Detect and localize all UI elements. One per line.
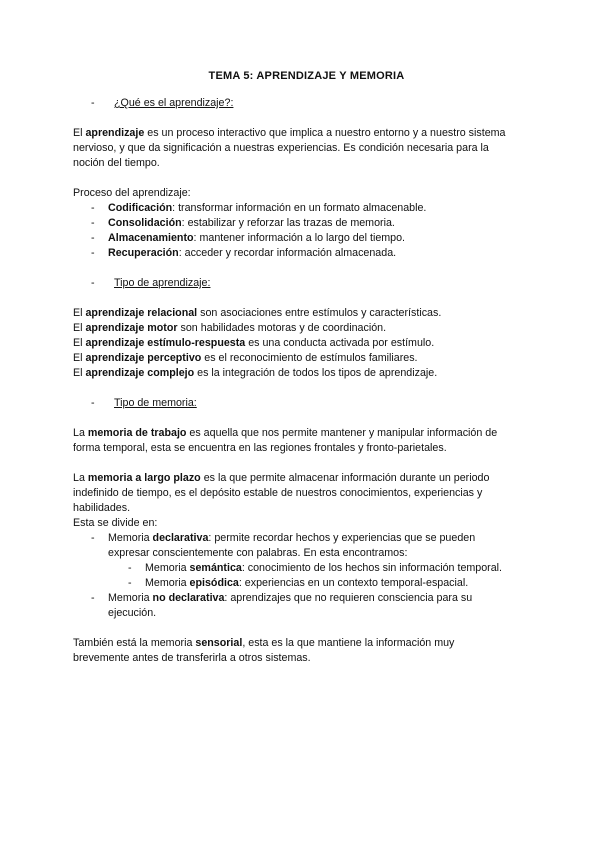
- long-term-memory-paragraph: La memoria a largo plazo es la que permite almacenar información durante un periodo indefinido de tiempo, es el depósito estable de nuestros conocimientos, experiencias y habilidades.: [73, 472, 490, 514]
- process-label: Proceso del aprendizaje:: [73, 187, 191, 199]
- term-aprendizaje: aprendizaje: [85, 127, 145, 139]
- sensory-memory-paragraph: También está la memoria sensorial, esta es la que mantiene la información muy brevemente antes de transferirla a otros sistemas.: [73, 637, 455, 664]
- list-item: - Codificación: transformar información en un formato almacenable.: [91, 202, 427, 214]
- section-heading-aprendizaje: [73, 96, 540, 111]
- divide-label: Esta se divide en:: [73, 517, 158, 529]
- dash-marker: -: [91, 277, 95, 289]
- list-item: El aprendizaje perceptivo es el reconocimiento de estímulos familiares.: [73, 352, 418, 364]
- process-list: [73, 201, 540, 261]
- list-item: El aprendizaje complejo es la integración de todos los tipos de aprendizaje.: [73, 367, 438, 379]
- dash-marker: -: [91, 397, 95, 409]
- dash-marker: -: [91, 97, 95, 109]
- list-item-no-declarativa: - Memoria no declarativa: aprendizajes que no requieren consciencia para su ejecución.: [91, 592, 473, 619]
- sub-list-item: - Memoria semántica: conocimiento de los hechos sin información temporal.: [128, 562, 503, 574]
- section-heading-tipo-memoria: [73, 396, 540, 411]
- list-item: - Consolidación: estabilizar y reforzar las trazas de memoria.: [91, 217, 395, 229]
- intro-paragraph: El aprendizaje es un proceso interactivo que implica a nuestro entorno y a nuestro sistema nervioso, y que da significación a nuestras experiencias. Es condición necesaria para la noción del tiempo.: [73, 127, 506, 169]
- list-item: El aprendizaje motor son habilidades motoras y de coordinación.: [73, 322, 387, 334]
- page-title: TEMA 5: APRENDIZAJE Y MEMORIA: [208, 70, 405, 82]
- section-heading-tipo-aprendizaje: [73, 276, 540, 291]
- sub-list-item: - Memoria episódica: experiencias en un contexto temporal-espacial.: [128, 577, 469, 589]
- list-item: El aprendizaje estímulo-respuesta es una conducta activada por estímulo.: [73, 337, 435, 349]
- list-item: El aprendizaje relacional son asociaciones entre estímulos y características.: [73, 307, 442, 319]
- learning-types-list: [73, 306, 540, 381]
- section-heading-text: ¿Qué es el aprendizaje?:: [114, 97, 234, 109]
- list-item: - Almacenamiento: mantener información a lo largo del tiempo.: [91, 232, 406, 244]
- section-heading-text: Tipo de aprendizaje:: [114, 277, 211, 289]
- working-memory-paragraph: La memoria de trabajo es aquella que nos permite mantener y manipular información de forma temporal, esta se encuentra en las regiones frontales y fronto-parietales.: [73, 427, 498, 454]
- list-item: - Recuperación: acceder y recordar información almacenada.: [91, 247, 397, 259]
- section-heading-text: Tipo de memoria:: [114, 397, 197, 409]
- list-item-declarativa: - Memoria declarativa: permite recordar hechos y experiencias que se pueden expresar conscientemente con palabras. En esta encontramos:: [91, 532, 476, 559]
